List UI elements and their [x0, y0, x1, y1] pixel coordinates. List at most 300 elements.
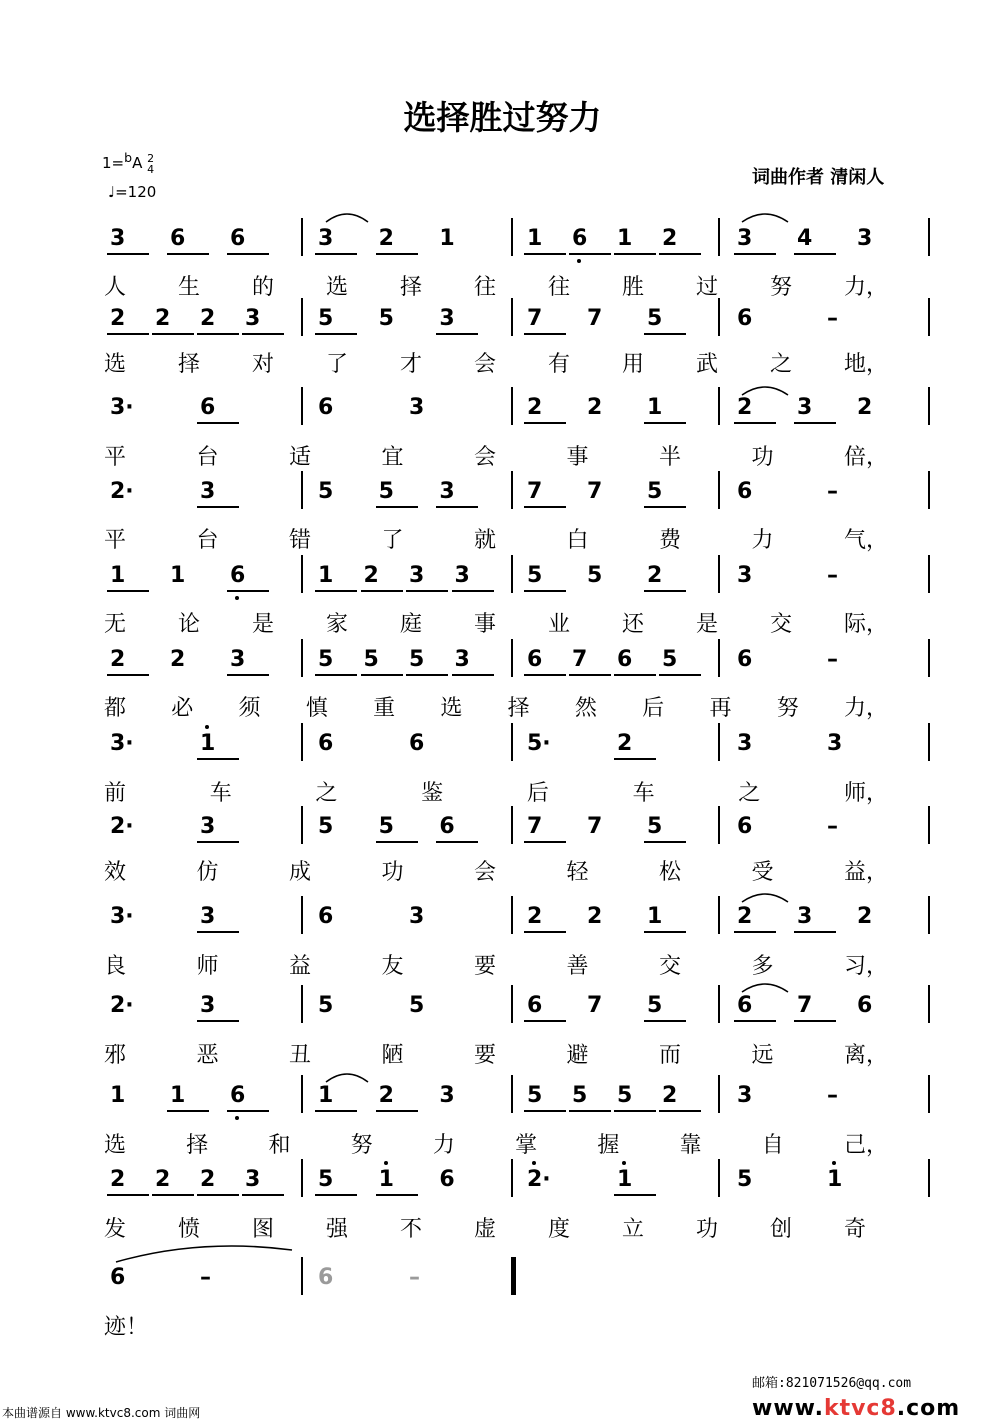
beam-underline	[452, 674, 494, 676]
barline	[511, 387, 513, 425]
note: 1	[318, 1083, 334, 1108]
slur-arc	[326, 1074, 368, 1082]
octave-dot-high	[832, 1161, 836, 1165]
note: 6	[439, 814, 455, 839]
barline	[928, 471, 930, 509]
beam-underline	[794, 1020, 836, 1022]
beam-underline	[644, 841, 686, 843]
note: 3	[454, 647, 470, 672]
beam-underline	[614, 1194, 656, 1196]
lyric-char: 习，	[844, 954, 889, 979]
lyric-char: 倍，	[844, 445, 889, 470]
note: 3	[318, 226, 334, 251]
note: 7	[527, 306, 543, 331]
site-logo-prefix: www.	[752, 1396, 824, 1421]
lyric-char: 不	[400, 1217, 423, 1242]
lyric-char: 松	[659, 860, 682, 885]
lyric-char: 邪	[104, 1043, 127, 1068]
beam-underline	[152, 1194, 194, 1196]
lyric-char: 就	[474, 528, 497, 553]
note: 5·	[527, 731, 551, 756]
lyric-char: 都	[104, 696, 127, 721]
note: –	[827, 306, 838, 331]
beam-underline	[107, 674, 149, 676]
note: 5	[378, 306, 394, 331]
lyric-char: 择	[186, 1133, 209, 1158]
barline	[718, 896, 720, 934]
lyric-char: 平	[104, 445, 127, 470]
note: 2	[527, 395, 543, 420]
note: 2	[378, 226, 394, 251]
lyric-char: 和	[268, 1133, 291, 1158]
time-top: 2	[147, 151, 155, 165]
octave-dot-high	[622, 1161, 626, 1165]
lyric-char: 功	[381, 860, 404, 885]
note: 4	[797, 226, 813, 251]
beam-underline	[197, 758, 239, 760]
beam-underline	[794, 253, 836, 255]
lyric-char: 多	[751, 954, 774, 979]
barline	[928, 806, 930, 844]
beam-underline	[107, 333, 149, 335]
lyric-char: 善	[566, 954, 589, 979]
beam-underline	[794, 422, 836, 424]
beam-underline	[361, 590, 403, 592]
time-bottom: 4	[147, 162, 155, 176]
note: 5	[378, 479, 394, 504]
note: 3	[110, 226, 126, 251]
beam-underline	[315, 1194, 357, 1196]
note: 3	[857, 226, 873, 251]
note: 5	[647, 306, 663, 331]
beam-underline	[242, 1194, 284, 1196]
beam-underline	[315, 333, 357, 335]
beam-underline	[197, 841, 239, 843]
lyric-char: 后	[642, 696, 665, 721]
octave-dot-high	[532, 1161, 536, 1165]
note: 5	[318, 306, 334, 331]
note: 1	[617, 1167, 633, 1192]
note: 7	[587, 306, 603, 331]
lyric-char: 白	[566, 528, 589, 553]
note: 5	[527, 563, 543, 588]
beam-underline	[734, 422, 776, 424]
beam-underline	[644, 931, 686, 933]
lyric-char: 交	[770, 612, 793, 637]
lyric-char: 奇	[844, 1217, 867, 1242]
lyric-char: 择	[507, 696, 530, 721]
beam-underline	[659, 253, 701, 255]
lyric-char: 选	[326, 275, 349, 300]
note: 2	[363, 563, 379, 588]
lyric-char: 立	[622, 1217, 645, 1242]
lyric-char: 虚	[474, 1217, 497, 1242]
barline	[928, 639, 930, 677]
note: 6	[527, 993, 543, 1018]
note: 5	[318, 1167, 334, 1192]
note: 3	[454, 563, 470, 588]
lyric-char: 功	[696, 1217, 719, 1242]
octave-dot-low	[577, 259, 581, 263]
barline	[511, 555, 513, 593]
barline	[301, 218, 303, 256]
note: 1	[827, 1167, 843, 1192]
note: –	[827, 563, 838, 588]
lyric-char: 气，	[844, 528, 889, 553]
final-barline	[511, 1257, 516, 1295]
beam-underline	[569, 1110, 611, 1112]
note: 3	[797, 395, 813, 420]
lyric-char: 择	[400, 275, 423, 300]
barline	[301, 985, 303, 1023]
note: 2	[857, 904, 873, 929]
note: 2	[737, 395, 753, 420]
beam-underline	[734, 253, 776, 255]
note: 1	[110, 563, 126, 588]
note: 5	[647, 993, 663, 1018]
lyric-char: 努	[350, 1133, 373, 1158]
lyric-char: 过	[696, 275, 719, 300]
note: 5	[318, 993, 334, 1018]
lyric-char: 台	[196, 528, 219, 553]
note: 3	[737, 226, 753, 251]
lyric-char: 己，	[844, 1133, 889, 1158]
lyric-char: 丑	[289, 1043, 312, 1068]
lyric-char: 费	[659, 528, 682, 553]
note: 2	[200, 306, 216, 331]
lyric-char: 宜	[381, 445, 404, 470]
slur-arc	[116, 1246, 292, 1262]
barline	[301, 298, 303, 336]
note: 6	[409, 731, 425, 756]
beam-underline	[524, 674, 566, 676]
note: 2	[110, 1167, 126, 1192]
beam-underline	[315, 253, 357, 255]
barline	[718, 387, 720, 425]
lyric-char: 之	[315, 781, 338, 806]
note: 1	[200, 731, 216, 756]
beam-underline	[524, 253, 566, 255]
beam-underline	[452, 590, 494, 592]
lyric-char: 强	[326, 1217, 349, 1242]
lyric-char: 后	[526, 781, 549, 806]
slur-arc	[742, 984, 788, 992]
note: 1	[617, 226, 633, 251]
lyric-char: 会	[474, 860, 497, 885]
lyric-char: 前	[104, 781, 127, 806]
key-prefix: 1=	[102, 154, 125, 172]
note: 2	[378, 1083, 394, 1108]
note: 1	[439, 226, 455, 251]
beam-underline	[107, 1194, 149, 1196]
note: 3	[737, 731, 753, 756]
beam-underline	[644, 422, 686, 424]
lyric-char: 而	[659, 1043, 682, 1068]
lyric-char: 须	[238, 696, 261, 721]
note: 7	[527, 814, 543, 839]
lyric-char: 力	[432, 1133, 455, 1158]
note: –	[827, 647, 838, 672]
lyric-char: 无	[104, 612, 127, 637]
beam-underline	[614, 1110, 656, 1112]
note: –	[827, 1083, 838, 1108]
author-credit: 词曲作者 清闲人	[752, 167, 885, 188]
beam-underline	[524, 931, 566, 933]
note: 6	[572, 226, 588, 251]
slur-arc	[742, 894, 788, 902]
barline	[301, 896, 303, 934]
lyric-char: 庭	[400, 612, 423, 637]
beam-underline	[227, 253, 269, 255]
note: 1	[378, 1167, 394, 1192]
barline	[301, 555, 303, 593]
note: 6	[857, 993, 873, 1018]
lyric-char: 益，	[844, 860, 889, 885]
beam-underline	[376, 1110, 418, 1112]
song-title: 选择胜过努力	[403, 98, 602, 137]
lyric-char: 的	[252, 275, 275, 300]
note: 5	[527, 1083, 543, 1108]
lyric-char: 武	[696, 352, 719, 377]
beam-underline	[227, 674, 269, 676]
lyric-char: 陋	[381, 1043, 404, 1068]
lyric-char: 力	[751, 528, 774, 553]
lyric-char: 仿	[196, 860, 219, 885]
barline	[928, 985, 930, 1023]
beam-underline	[614, 674, 656, 676]
barline	[511, 218, 513, 256]
barline	[511, 298, 513, 336]
beam-underline	[734, 931, 776, 933]
beam-underline	[794, 931, 836, 933]
note: 7	[527, 479, 543, 504]
barline	[301, 723, 303, 761]
beam-underline	[524, 422, 566, 424]
note: 7	[797, 993, 813, 1018]
note: 2	[170, 647, 186, 672]
barline	[511, 896, 513, 934]
note: 7	[572, 647, 588, 672]
quarter-note-icon: ♩	[108, 183, 116, 201]
octave-dot-high	[384, 1161, 388, 1165]
note: 6	[318, 395, 334, 420]
barline	[718, 985, 720, 1023]
lyric-char: 然	[574, 696, 597, 721]
barline	[718, 471, 720, 509]
lyric-char: 再	[709, 696, 732, 721]
note: 3	[737, 1083, 753, 1108]
slur-arc	[742, 387, 788, 395]
note: 3	[827, 731, 843, 756]
barline	[928, 723, 930, 761]
note: 3	[245, 1167, 261, 1192]
beam-underline	[524, 1110, 566, 1112]
beam-underline	[315, 590, 357, 592]
lyric-char: 往	[474, 275, 497, 300]
beam-underline	[569, 253, 611, 255]
note: 5	[617, 1083, 633, 1108]
note: 3	[200, 479, 216, 504]
note: 5	[647, 814, 663, 839]
note: 5	[378, 814, 394, 839]
beam-underline	[524, 1020, 566, 1022]
note: 2·	[110, 993, 134, 1018]
lyric-char: 择	[178, 352, 201, 377]
beam-underline	[644, 590, 686, 592]
lyric-char: 选	[440, 696, 463, 721]
barline	[718, 723, 720, 761]
slur-arc	[742, 214, 788, 222]
beam-underline	[227, 590, 269, 592]
beam-underline	[524, 841, 566, 843]
lyric-char: 是	[696, 612, 719, 637]
beam-underline	[242, 333, 284, 335]
note: 2·	[527, 1167, 551, 1192]
lyric-char: 胜	[622, 275, 645, 300]
lyric-char: 创	[770, 1217, 793, 1242]
barline	[718, 639, 720, 677]
beam-underline	[406, 674, 448, 676]
note: 1	[170, 563, 186, 588]
note: 2	[662, 1083, 678, 1108]
barline	[301, 1257, 303, 1295]
lyric-char: 力，	[844, 275, 889, 300]
lyric-char: 师	[196, 954, 219, 979]
lyric-char: 要	[474, 954, 497, 979]
note: 3	[230, 647, 246, 672]
beam-underline	[436, 506, 478, 508]
key-flat: b	[124, 150, 133, 165]
barline	[511, 1159, 513, 1197]
beam-underline	[197, 333, 239, 335]
beam-underline	[197, 931, 239, 933]
lyric-char: 还	[622, 612, 645, 637]
note: 3	[797, 904, 813, 929]
note: 3	[737, 563, 753, 588]
beam-underline	[569, 674, 611, 676]
beam-underline	[614, 758, 656, 760]
note: 2·	[110, 479, 134, 504]
beam-underline	[406, 590, 448, 592]
note: 1	[170, 1083, 186, 1108]
beam-underline	[644, 333, 686, 335]
lyric-char: 事	[566, 445, 589, 470]
beam-underline	[361, 674, 403, 676]
barline	[511, 639, 513, 677]
note: 5	[737, 1167, 753, 1192]
lyric-char: 受	[751, 860, 774, 885]
barline	[928, 1159, 930, 1197]
lyric-char: 选	[104, 352, 127, 377]
lyric-char: 愤	[178, 1217, 201, 1242]
barline	[928, 1075, 930, 1113]
lyric-char: 了	[326, 352, 349, 377]
lyric-char: 必	[171, 696, 194, 721]
note: 6	[737, 306, 753, 331]
note: 5	[662, 647, 678, 672]
barline	[928, 896, 930, 934]
note: 6	[170, 226, 186, 251]
note: 3	[409, 563, 425, 588]
lyric-char: 师，	[844, 781, 889, 806]
barline	[301, 387, 303, 425]
beam-underline	[227, 1110, 269, 1112]
beam-underline	[734, 1020, 776, 1022]
note: 6	[737, 647, 753, 672]
barline	[718, 555, 720, 593]
lyric-char: 人	[104, 275, 127, 300]
beam-underline	[107, 253, 149, 255]
note: 7	[587, 814, 603, 839]
note: 5	[363, 647, 379, 672]
note: 2	[737, 904, 753, 929]
note: 1	[647, 395, 663, 420]
note: 2	[110, 647, 126, 672]
lyric-char: 慎	[305, 696, 328, 721]
note: 3	[245, 306, 261, 331]
contact-email: 邮箱:821071526@qq.com	[752, 1376, 912, 1391]
beam-underline	[524, 333, 566, 335]
lyric-char: 掌	[515, 1133, 538, 1158]
beam-underline	[436, 841, 478, 843]
note: 3	[439, 1083, 455, 1108]
beam-underline	[197, 1020, 239, 1022]
beam-underline	[197, 422, 239, 424]
note: 3·	[110, 395, 134, 420]
note: 5	[318, 479, 334, 504]
key-note: A	[132, 154, 143, 172]
source-footer: 本曲谱源自 www.ktvc8.com 词曲网	[2, 1406, 201, 1420]
lyric-char: 台	[196, 445, 219, 470]
note: 7	[587, 479, 603, 504]
note: 3	[409, 395, 425, 420]
note: 2	[857, 395, 873, 420]
lyric-char: 自	[761, 1133, 784, 1158]
beam-underline	[167, 1110, 209, 1112]
barline	[301, 806, 303, 844]
beam-underline	[524, 506, 566, 508]
note: 3	[200, 904, 216, 929]
site-logo-brand: ktvc8	[823, 1396, 897, 1421]
note: 2·	[110, 814, 134, 839]
lyric-char: 靠	[679, 1133, 702, 1158]
lyric-char: 业	[548, 612, 571, 637]
beam-underline	[644, 506, 686, 508]
note: 6	[230, 1083, 246, 1108]
note: 2	[200, 1167, 216, 1192]
lyric-char: 了	[381, 528, 404, 553]
beam-underline	[315, 674, 357, 676]
note: 6	[737, 993, 753, 1018]
note: 6	[737, 479, 753, 504]
lyric-char: 地，	[844, 352, 889, 377]
barline	[301, 1075, 303, 1113]
lyric-char: 良	[104, 954, 127, 979]
beam-underline	[376, 506, 418, 508]
lyric-char: 成	[289, 860, 312, 885]
barline	[928, 387, 930, 425]
lyric-char: 恶	[196, 1043, 219, 1068]
beam-underline	[315, 1110, 357, 1112]
barline	[301, 639, 303, 677]
barline	[301, 1159, 303, 1197]
beam-underline	[107, 590, 149, 592]
note: 6	[318, 1265, 334, 1290]
note: 3·	[110, 904, 134, 929]
lyric-char: 会	[474, 445, 497, 470]
lyric-char: 车	[632, 781, 655, 806]
note: 3	[200, 814, 216, 839]
